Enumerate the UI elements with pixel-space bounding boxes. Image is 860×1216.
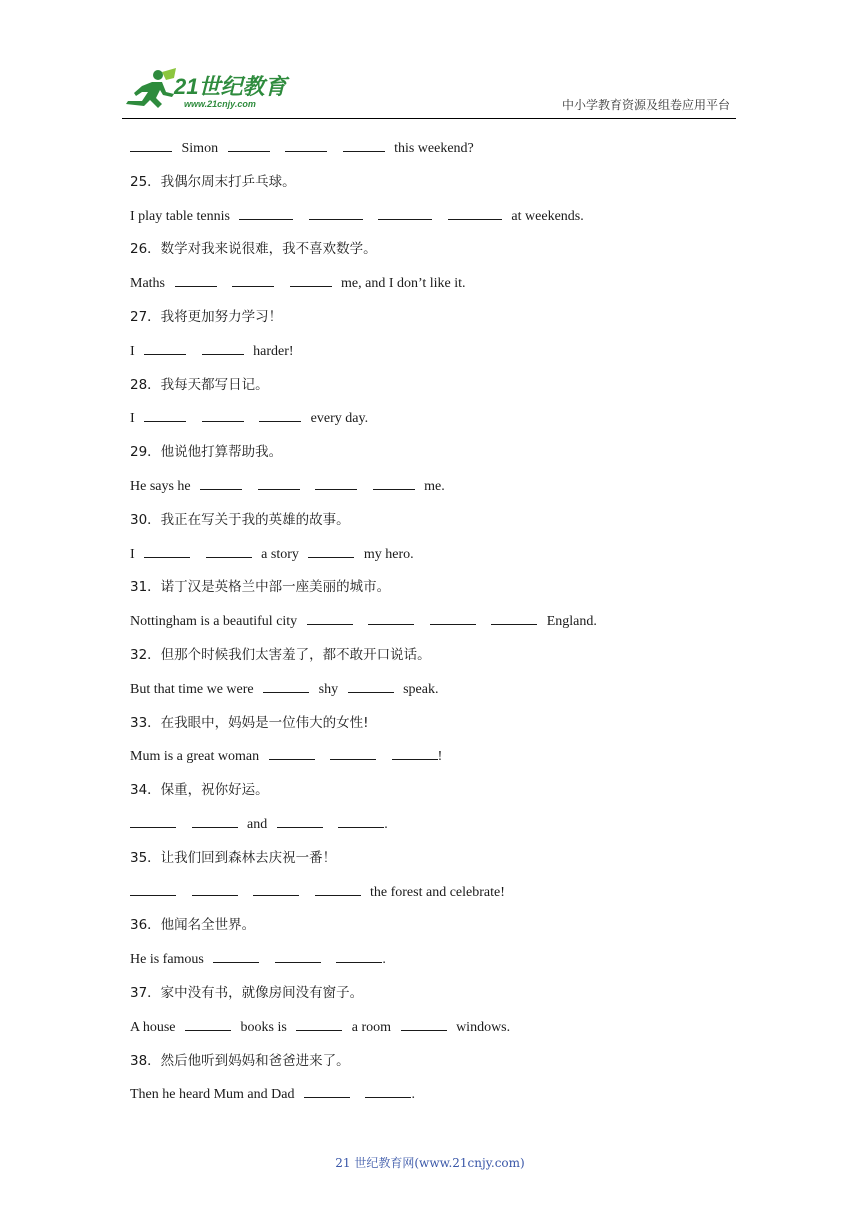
question-29: 29．他说他打算帮助我。 [130, 444, 283, 461]
answer-text: speak. [403, 681, 439, 697]
answer-text: this weekend? [394, 141, 474, 156]
answer-blank[interactable] [275, 948, 321, 963]
answer-text: Maths [130, 276, 165, 292]
answer-blank[interactable] [296, 1016, 342, 1031]
answer-blank[interactable] [277, 813, 323, 828]
question-26: 26．数学对我来说很难，我不喜欢数学。 [130, 241, 377, 258]
answer-text: Mum is a great woman [130, 749, 260, 765]
answer-blank[interactable] [185, 1016, 231, 1031]
answer-text: . [411, 1087, 415, 1103]
question-38: 38．然后他听到妈妈和爸爸进来了。 [130, 1052, 350, 1069]
answer-line-25 [130, 200, 750, 234]
answer-blank[interactable] [378, 205, 432, 220]
answer-line-38 [130, 1078, 750, 1112]
answer-blank[interactable] [228, 137, 270, 152]
answer-blank[interactable] [373, 475, 415, 490]
page-footer[interactable]: 21 世纪教育网(www.21cnjy.com) [335, 1156, 525, 1170]
answer-text: I play table tennis [130, 208, 230, 224]
answer-text: and [247, 816, 268, 832]
answer-blank[interactable] [368, 610, 414, 625]
answer-blank[interactable] [202, 407, 244, 422]
answer-blank[interactable] [144, 543, 190, 558]
answer-text: England. [546, 614, 597, 630]
answer-text: I [130, 343, 135, 359]
answer-blank[interactable] [269, 745, 315, 760]
answer-text: I [130, 411, 135, 427]
answer-text: I [130, 546, 135, 562]
answer-text: me. [424, 478, 445, 494]
answer-blank[interactable] [430, 610, 476, 625]
answer-blank[interactable] [259, 407, 301, 422]
answer-line-33 [130, 740, 750, 774]
answer-blank[interactable] [175, 272, 217, 287]
answer-blank[interactable] [130, 137, 172, 152]
answer-blank[interactable] [304, 1083, 350, 1098]
answer-blank[interactable] [343, 137, 385, 152]
answer-blank[interactable] [232, 272, 274, 287]
answer-text: But that time we were [130, 681, 254, 697]
question-36: 36．他闻名全世界。 [130, 917, 256, 934]
question-28: 28．我每天都写日记。 [130, 376, 269, 393]
answer-blank[interactable] [336, 948, 382, 963]
site-logo[interactable] [122, 66, 297, 116]
answer-blank[interactable] [130, 813, 176, 828]
answer-blank[interactable] [338, 813, 384, 828]
runner-logo-icon [122, 66, 182, 116]
question-34: 34．保重，祝你好运。 [130, 782, 269, 799]
answer-text: . [382, 952, 386, 968]
answer-text: windows. [456, 1019, 511, 1035]
answer-text: A house [130, 1019, 176, 1035]
answer-text: every day. [310, 411, 369, 427]
logo-url: www.21cnjy.com [184, 99, 256, 109]
answer-text: me, and I don’t like it. [341, 276, 466, 292]
answer-blank[interactable] [309, 205, 363, 220]
answer-blank[interactable] [307, 610, 353, 625]
answer-blank[interactable] [491, 610, 537, 625]
question-27: 27．我将更加努力学习！ [130, 308, 283, 325]
answer-blank[interactable] [348, 678, 394, 693]
answer-text: my hero. [363, 546, 414, 562]
answer-blank[interactable] [130, 881, 176, 896]
answer-line-28 [130, 402, 750, 436]
answer-text: Nottingham is a beautiful city [130, 614, 298, 630]
answer-text: books is [240, 1019, 287, 1035]
answer-text: . [384, 816, 388, 832]
answer-blank[interactable] [144, 340, 186, 355]
answer-text: a room [351, 1019, 392, 1035]
answer-line-35 [130, 876, 750, 910]
answer-text: a story [261, 546, 299, 562]
answer-text: Then he heard Mum and Dad [130, 1087, 295, 1103]
answer-line-27 [130, 335, 750, 369]
answer-blank[interactable] [239, 205, 293, 220]
logo-text: 21世纪教育 [174, 74, 287, 99]
answer-line-37 [130, 1011, 750, 1045]
answer-line-24 [130, 132, 750, 166]
question-25: 25．我偶尔周末打乒乓球。 [130, 173, 296, 190]
answer-line-30 [130, 538, 750, 572]
answer-blank[interactable] [202, 340, 244, 355]
question-33: 33．在我眼中，妈妈是一位伟大的女性! [130, 714, 369, 731]
answer-blank[interactable] [290, 272, 332, 287]
platform-tagline: 中小学教育资源及组卷应用平台 [561, 98, 730, 112]
answer-text: at weekends. [511, 208, 584, 224]
answer-blank[interactable] [144, 407, 186, 422]
question-30: 30．我正在写关于我的英雄的故事。 [130, 511, 350, 528]
header-divider [122, 118, 736, 119]
answer-blank[interactable] [263, 678, 309, 693]
answer-blank[interactable] [330, 745, 376, 760]
answer-line-32 [130, 673, 750, 707]
answer-line-31 [130, 605, 750, 639]
answer-text: the forest and celebrate! [370, 884, 505, 900]
answer-blank[interactable] [308, 543, 354, 558]
question-35: 35．让我们回到森林去庆祝一番！ [130, 849, 337, 866]
question-37: 37．家中没有书，就像房间没有窗子。 [130, 984, 364, 1001]
answer-blank[interactable] [401, 1016, 447, 1031]
answer-blank[interactable] [365, 1083, 411, 1098]
answer-blank[interactable] [285, 137, 327, 152]
answer-text: Simon [181, 141, 219, 156]
answer-blank[interactable] [206, 543, 252, 558]
answer-blank[interactable] [315, 881, 361, 896]
answer-text: ! [437, 749, 443, 765]
question-31: 31．诺丁汉是英格兰中部一座美丽的城市。 [130, 579, 391, 596]
answer-text: harder! [253, 343, 294, 359]
answer-blank[interactable] [258, 475, 300, 490]
answer-blank[interactable] [315, 475, 357, 490]
page-header [0, 0, 860, 125]
answer-blank[interactable] [192, 813, 238, 828]
answer-text: He says he [130, 478, 191, 494]
answer-text: He is famous [130, 952, 204, 968]
answer-blank[interactable] [192, 881, 238, 896]
answer-line-34 [130, 808, 750, 842]
question-32: 32．但那个时候我们太害羞了，都不敢开口说话。 [130, 646, 431, 663]
answer-blank[interactable] [392, 745, 438, 760]
answer-text: shy [318, 681, 339, 697]
answer-line-36 [130, 943, 750, 977]
answer-blank[interactable] [253, 881, 299, 896]
answer-blank[interactable] [448, 205, 502, 220]
answer-line-26 [130, 267, 750, 301]
exercise-list [130, 132, 750, 1112]
answer-blank[interactable] [213, 948, 259, 963]
answer-blank[interactable] [200, 475, 242, 490]
answer-line-29 [130, 470, 750, 504]
